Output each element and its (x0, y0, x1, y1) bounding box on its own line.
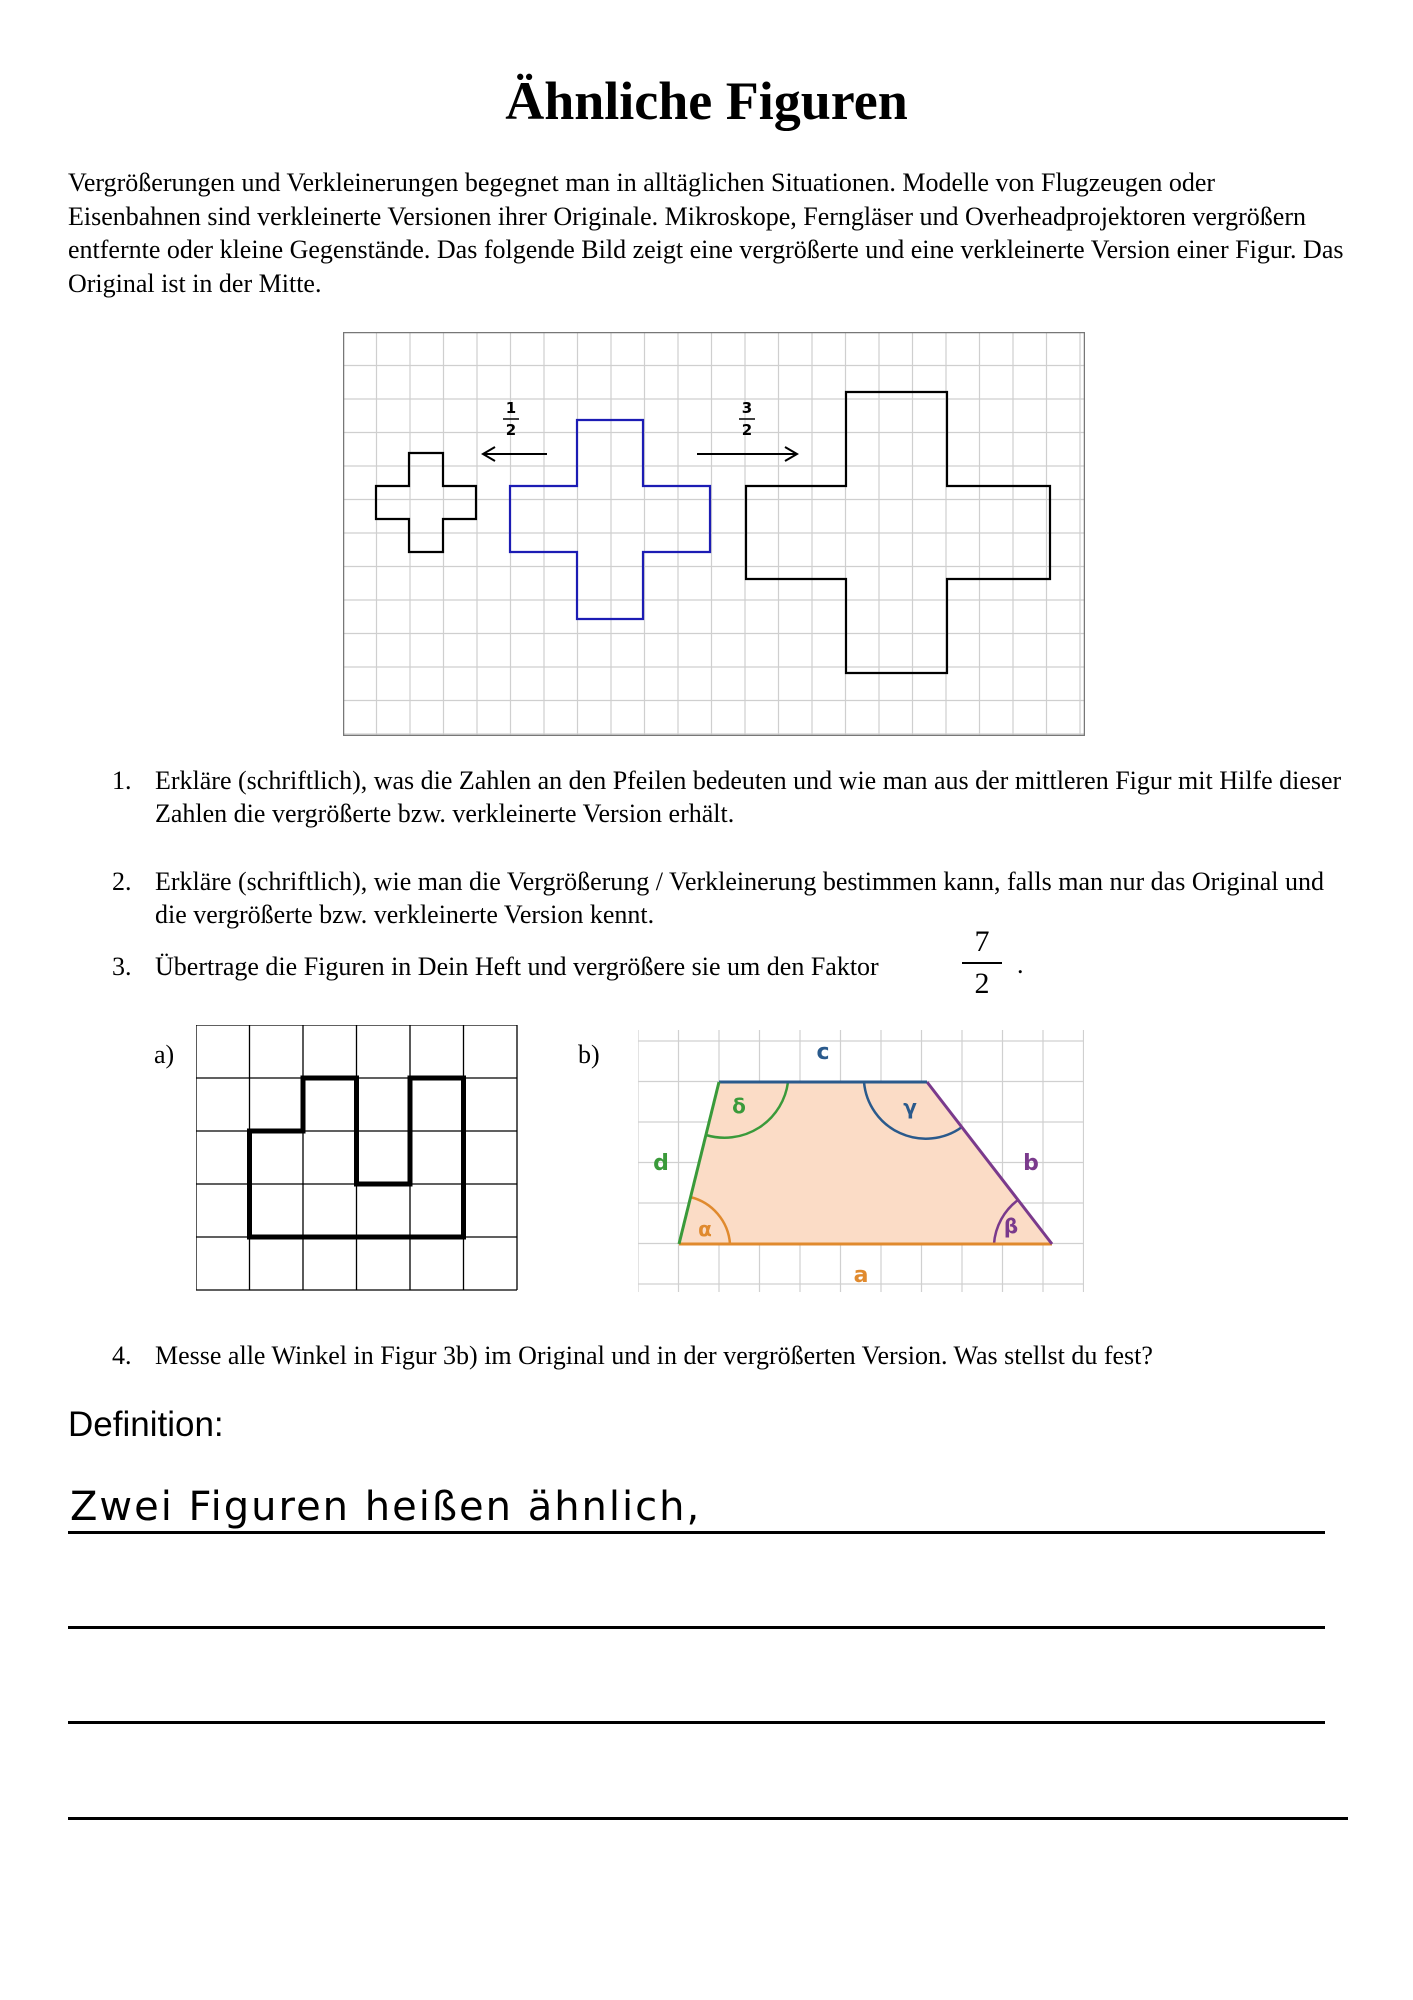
task-3-end: . (1017, 950, 1024, 979)
task-1 (112, 764, 1345, 830)
writing-line-4 (68, 1817, 1348, 1820)
definition-heading: Definition: (68, 1405, 224, 1444)
task-2 (112, 865, 1345, 931)
page-title: Ähnliche Figuren (505, 71, 908, 131)
handwritten-definition-start: Zwei Figuren heißen ähnlich, (70, 1484, 702, 1530)
figure-b-label: b) (578, 1040, 600, 1069)
figure-b-trapezoid (638, 1030, 1084, 1292)
original-cross (510, 420, 710, 619)
task-4 (112, 1339, 1345, 1372)
factor-fraction-bar (962, 962, 1002, 964)
similar-crosses-figure (343, 332, 1085, 736)
writing-line-3 (68, 1721, 1325, 1724)
left-arrow-denominator: 2 (505, 421, 517, 439)
factor-numerator: 7 (974, 925, 990, 958)
task-number: 1. (112, 766, 132, 795)
side-d-label: d (653, 1151, 669, 1176)
angle-alpha-label: α (698, 1217, 712, 1241)
side-b-label: b (1023, 1151, 1039, 1176)
figure-a-label: a) (154, 1040, 175, 1069)
task-3 (112, 950, 975, 983)
factor-fraction (962, 924, 1002, 1002)
right-arrow-numerator: 3 (741, 399, 753, 417)
task-number: 3. (112, 952, 132, 981)
left-arrow (483, 447, 547, 461)
angle-delta-label: δ (732, 1094, 746, 1118)
angle-beta-label: β (1003, 1214, 1019, 1238)
factor-denominator: 2 (974, 967, 990, 1000)
task-text: Erkläre (schriftlich), was die Zahlen an den Pfeilen bedeuten und wie man aus der mittleren Figur mit Hilfe dieser Zahlen die vergrößerte bzw. verkleinerte Version erhält. (155, 766, 1342, 828)
angle-gamma-label: γ (903, 1095, 917, 1119)
task-number: 4. (112, 1341, 132, 1370)
figure-frame (344, 333, 1085, 736)
intro-paragraph: Vergrößerungen und Verkleinerungen begegnet man in alltäglichen Situationen. Modelle von Flugzeugen oder Eisenbahnen sind verkleinerte Versionen ihrer Originale. Mikroskope, Ferngläser und Overheadprojektoren vergrößern entfernte oder kleine Gegenstände. Das folgende Bild zeigt eine vergrößerte und eine verkleinerte Version einer Figur. Das Original ist in der Mitte. (68, 168, 1344, 298)
writing-line-2 (68, 1626, 1325, 1629)
side-a-label: a (853, 1263, 869, 1288)
task-text: Übertrage die Figuren in Dein Heft und vergrößere sie um den Faktor (155, 952, 879, 981)
side-c-label: c (816, 1040, 830, 1065)
left-arrow-numerator: 1 (505, 399, 517, 417)
figure-a (196, 1025, 520, 1293)
task-text: Messe alle Winkel in Figur 3b) im Original und in der vergrößerten Version. Was stellst du fest? (155, 1341, 1153, 1370)
task-text: Erkläre (schriftlich), wie man die Vergrößerung / Verkleinerung bestimmen kann, falls man nur das Original und die vergrößerte bzw. verkleinerte Version kennt. (155, 867, 1324, 929)
small-cross (376, 453, 476, 552)
right-arrow-denominator: 2 (741, 421, 753, 439)
task-number: 2. (112, 867, 132, 896)
writing-line-1 (68, 1531, 1325, 1534)
